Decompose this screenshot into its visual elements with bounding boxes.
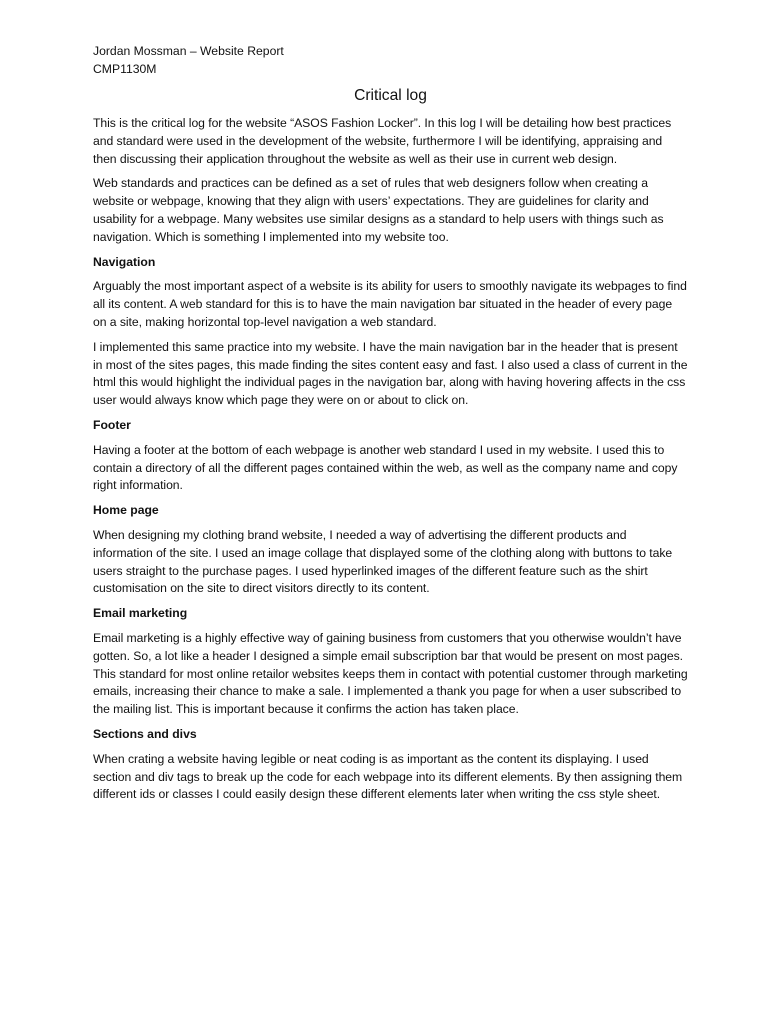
section-heading-sections-and-divs: Sections and divs (93, 726, 197, 741)
intro-paragraph-1: This is the critical log for the website “ASOS Fashion Locker”. In this log I will be detailing how best practices and standard were used in the development of the website, furthermore I will be identifying, appraising and then discussing their application throughout the website as well as their use in current web design. (93, 116, 672, 166)
navigation-paragraph-2: I implemented this same practice into my website. I have the main navigation bar in the header that is present in most of the sites pages, this made finding the sites content easy and fast. I also used a class of current in the html this would highlight the individual pages in the navigation bar, along with having hovering affects in the css user would always know which page they were on or about to click on. (93, 339, 688, 408)
email-marketing-paragraph: Email marketing is a highly effective way of gaining business from customers that you otherwise wouldn’t have gotten. So, a lot like a header I designed a simple email subscription bar that would be present on most pages. This standard for most online retailor websites keeps them in contact with potential customer through marketing emails, increasing their chance to make a sale. I implemented a thank you page for when a user subscribed to the mailing list. This is important because it confirms the action has taken place. (93, 630, 688, 717)
section-heading-home-page: Home page (93, 503, 159, 518)
intro-paragraph-2: Web standards and practices can be defined as a set of rules that web designers follow when creating a website or webpage, knowing that they align with users’ expectations. They are guidelines for clarity and usability for a webpage. Many websites use similar designs as a standard to help users with things such as navigation. Which is something I implemented into my website too. (93, 176, 664, 244)
page-title: Critical log (354, 87, 427, 104)
home-page-paragraph: When designing my clothing brand website, I needed a way of advertising the different products and information of the site. I used an image collage that displayed some of the clothing along with buttons to take users straight to the purchase pages. I used hyperlinked images of the different feature such as the shirt customisation on the site to direct visitors directly to its content. (93, 527, 673, 596)
author-line: Jordan Mossman – Website Report (93, 44, 284, 58)
navigation-paragraph-1: Arguably the most important aspect of a website is its ability for users to smoothly navigate its webpages to find all its content. A web standard for this is to have the main navigation bar situated in the header of every page on a site, making horizontal top-level navigation a web standard. (93, 279, 687, 329)
section-heading-navigation: Navigation (93, 254, 156, 269)
section-heading-email-marketing: Email marketing (93, 606, 188, 621)
footer-paragraph: Having a footer at the bottom of each webpage is another web standard I used in my website. I used this to contain a directory of all the different pages contained within the web, as well as the company name and copy right information. (93, 442, 678, 493)
section-heading-footer: Footer (93, 417, 131, 432)
module-code: CMP1130M (93, 61, 157, 76)
sections-and-divs-paragraph: When crating a website having legible or neat coding is as important as the content its displaying. I used section and div tags to break up the code for each webpage into its different elements. By then assigning them different ids or classes I could easily design these different elements later when writing the css style sheet. (93, 751, 683, 802)
